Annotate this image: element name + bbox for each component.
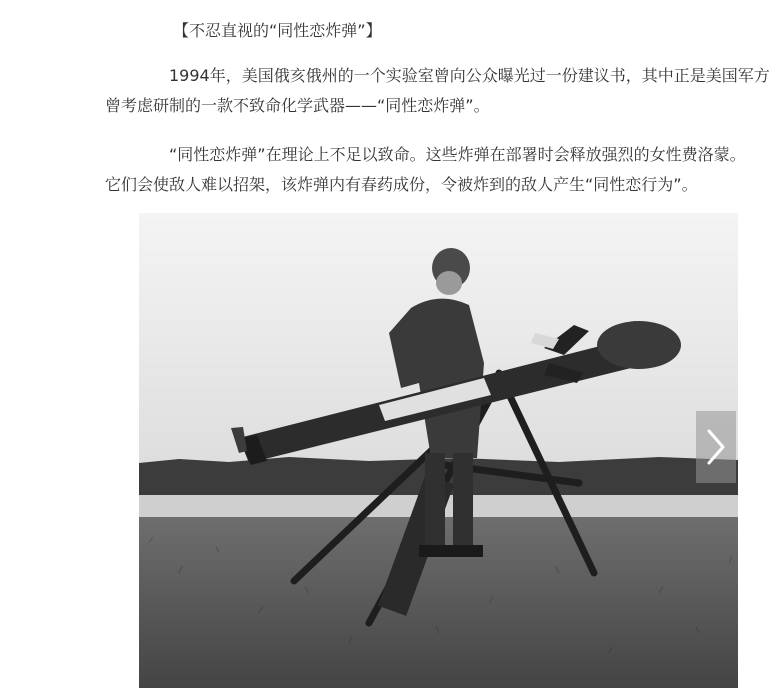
paragraph-2-line-1: “同性恋炸弹”在理论上不足以致命。这些炸弹在部署时会释放强烈的女性费洛蒙。 bbox=[169, 145, 746, 164]
article-heading: 【不忍直视的“同性恋炸弹”】 bbox=[173, 21, 382, 40]
paragraph-1-line-1: 1994年，美国俄亥俄州的一个实验室曾向公众曝光过一份建议书，其中正是美国军方 bbox=[169, 66, 770, 85]
paragraph-1 bbox=[105, 61, 770, 121]
paragraph-1-line-2: 曾考虑研制的一款不致命化学武器——“同性恋炸弹”。 bbox=[105, 96, 490, 115]
chevron-right-icon bbox=[704, 427, 728, 467]
photo-illustration bbox=[139, 213, 738, 688]
paragraph-2 bbox=[105, 140, 765, 200]
article-photo bbox=[139, 213, 738, 688]
gallery-next-button[interactable] bbox=[696, 411, 736, 483]
paragraph-2-line-2: 它们会使敌人难以招架，该炸弹内有春药成份，令被炸到的敌人产生“同性恋行为”。 bbox=[105, 175, 698, 194]
